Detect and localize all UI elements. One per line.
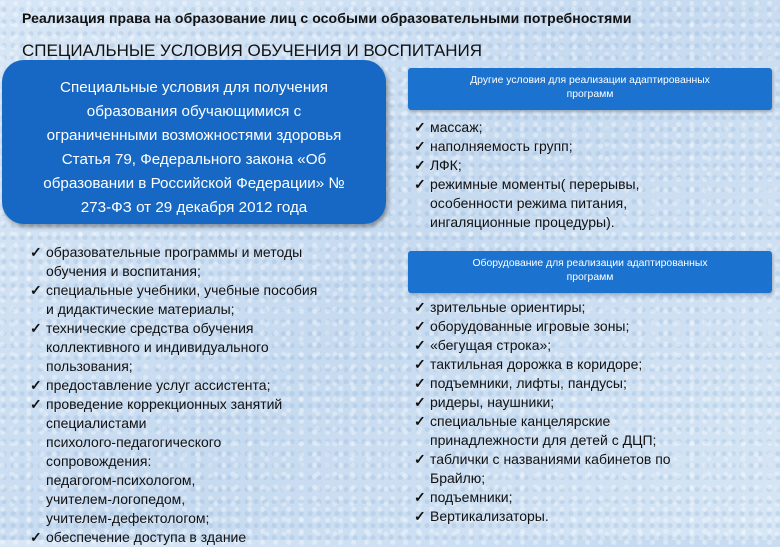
list-item [30,319,317,376]
list-item-text: учителем-логопедом, [46,491,186,507]
check-icon: ✓ [414,375,426,391]
check-icon: ✓ [30,244,42,260]
list-item [30,281,317,319]
list-item-text: проведение коррекционных занятий [46,396,283,412]
list-item [414,507,671,526]
list-item-text: ридеры, наушники; [430,394,555,410]
check-icon: ✓ [414,119,426,135]
check-icon: ✓ [414,337,426,353]
main-box-line: Специальные условия для получения [60,79,328,96]
list-item [414,393,671,412]
list-item-text: специалистами [46,415,147,431]
list-item-text: образовательные программы и методы [46,244,303,260]
check-icon: ✓ [414,508,426,524]
list-item-text: специальные канцелярские [430,413,611,429]
list-item [414,175,639,232]
list-item-text: подъемники; [430,489,513,505]
list-item-text: режимные моменты( перерывы, [430,176,640,192]
list-item-text: ЛФК; [430,157,462,173]
list-item [414,374,671,393]
check-icon: ✓ [414,138,426,154]
list-item [414,317,671,336]
check-icon: ✓ [414,176,426,192]
list-item-text: и дидактические материалы; [46,301,235,317]
main-box-line: 273-ФЗ от 29 декабря 2012 года [80,199,308,216]
list-item [414,488,671,507]
other-conditions-header-line: программ [566,89,614,100]
list-item [30,376,317,395]
check-icon: ✓ [414,157,426,173]
main-box-line: Статья 79, Федерального закона «Об [61,151,327,168]
list-item-text: ингаляционные процедуры). [430,214,615,230]
list-item-text: обучения и воспитания; [46,263,201,279]
list-item [30,395,317,528]
other-conditions-header-line: Другие условия для реализации адаптированных [470,75,710,86]
list-item-text: предоставление услуг ассистента; [46,377,271,393]
list-item [414,156,639,175]
check-icon: ✓ [414,356,426,372]
list-item [30,528,317,547]
list-item-text: наполняемость групп; [430,138,573,154]
list-item-text: педагогом-психологом, [46,472,196,488]
list-item-text: тактильная дорожка в коридоре; [430,356,643,372]
list-item [414,118,639,137]
list-item [414,137,639,156]
check-icon: ✓ [30,529,42,545]
other-conditions-list [414,118,639,232]
check-icon: ✓ [414,451,426,467]
list-item-text: массаж; [430,119,483,135]
list-item-text: учителем-дефектологом; [46,510,210,526]
page-subtitle: Реализация права на образование лиц с особыми образовательными потребностями [22,10,632,26]
list-item-text: коллективного и индивидуального [46,339,269,355]
check-icon: ✓ [414,489,426,505]
list-item-text: пользования; [46,358,133,374]
special-conditions-list [30,243,317,547]
main-box-line: образования обучающимися с [86,103,302,120]
equipment-header-line: программ [566,272,614,283]
equipment-header-line: Оборудование для реализации адаптированных [472,258,708,269]
equipment-list [414,298,671,526]
check-icon: ✓ [30,377,42,393]
check-icon: ✓ [414,318,426,334]
list-item [414,298,671,317]
list-item-text: специальные учебники, учебные пособия [46,282,318,298]
main-conditions-box [2,60,386,224]
check-icon: ✓ [414,299,426,315]
check-icon: ✓ [414,413,426,429]
list-item-text: Брайлю; [430,470,486,486]
list-item [30,243,317,281]
list-item-text: Вертикализаторы. [430,508,549,524]
list-item-text: таблички с названиями кабинетов по [430,451,671,467]
check-icon: ✓ [30,396,42,412]
list-item-text: оборудованные игровые зоны; [430,318,630,334]
page-title: СПЕЦИАЛЬНЫЕ УСЛОВИЯ ОБУЧЕНИЯ И ВОСПИТАНИЯ [22,41,483,60]
check-icon: ✓ [414,394,426,410]
list-item [414,412,671,450]
list-item-text: технические средства обучения [46,320,254,336]
list-item-text: «бегущая строка»; [430,337,552,353]
list-item [414,355,671,374]
list-item-text: зрительные ориентиры; [430,299,586,315]
list-item [414,450,671,488]
list-item-text: психолого-педагогического [46,434,222,450]
list-item-text: обеспечение доступа в здание [46,529,247,545]
main-box-line: ограниченными возможностями здоровья [46,127,342,144]
equipment-header [408,251,772,293]
other-conditions-header [408,68,772,110]
list-item-text: подъемники, лифты, пандусы; [430,375,627,391]
list-item-text: принадлежности для детей с ДЦП; [430,432,657,448]
list-item-text: сопровождения: [46,453,152,469]
check-icon: ✓ [30,282,42,298]
main-box-line: образовании в Российской Федерации» № [43,175,345,192]
list-item [414,336,671,355]
list-item-text: особенности режима питания, [430,195,628,211]
check-icon: ✓ [30,320,42,336]
